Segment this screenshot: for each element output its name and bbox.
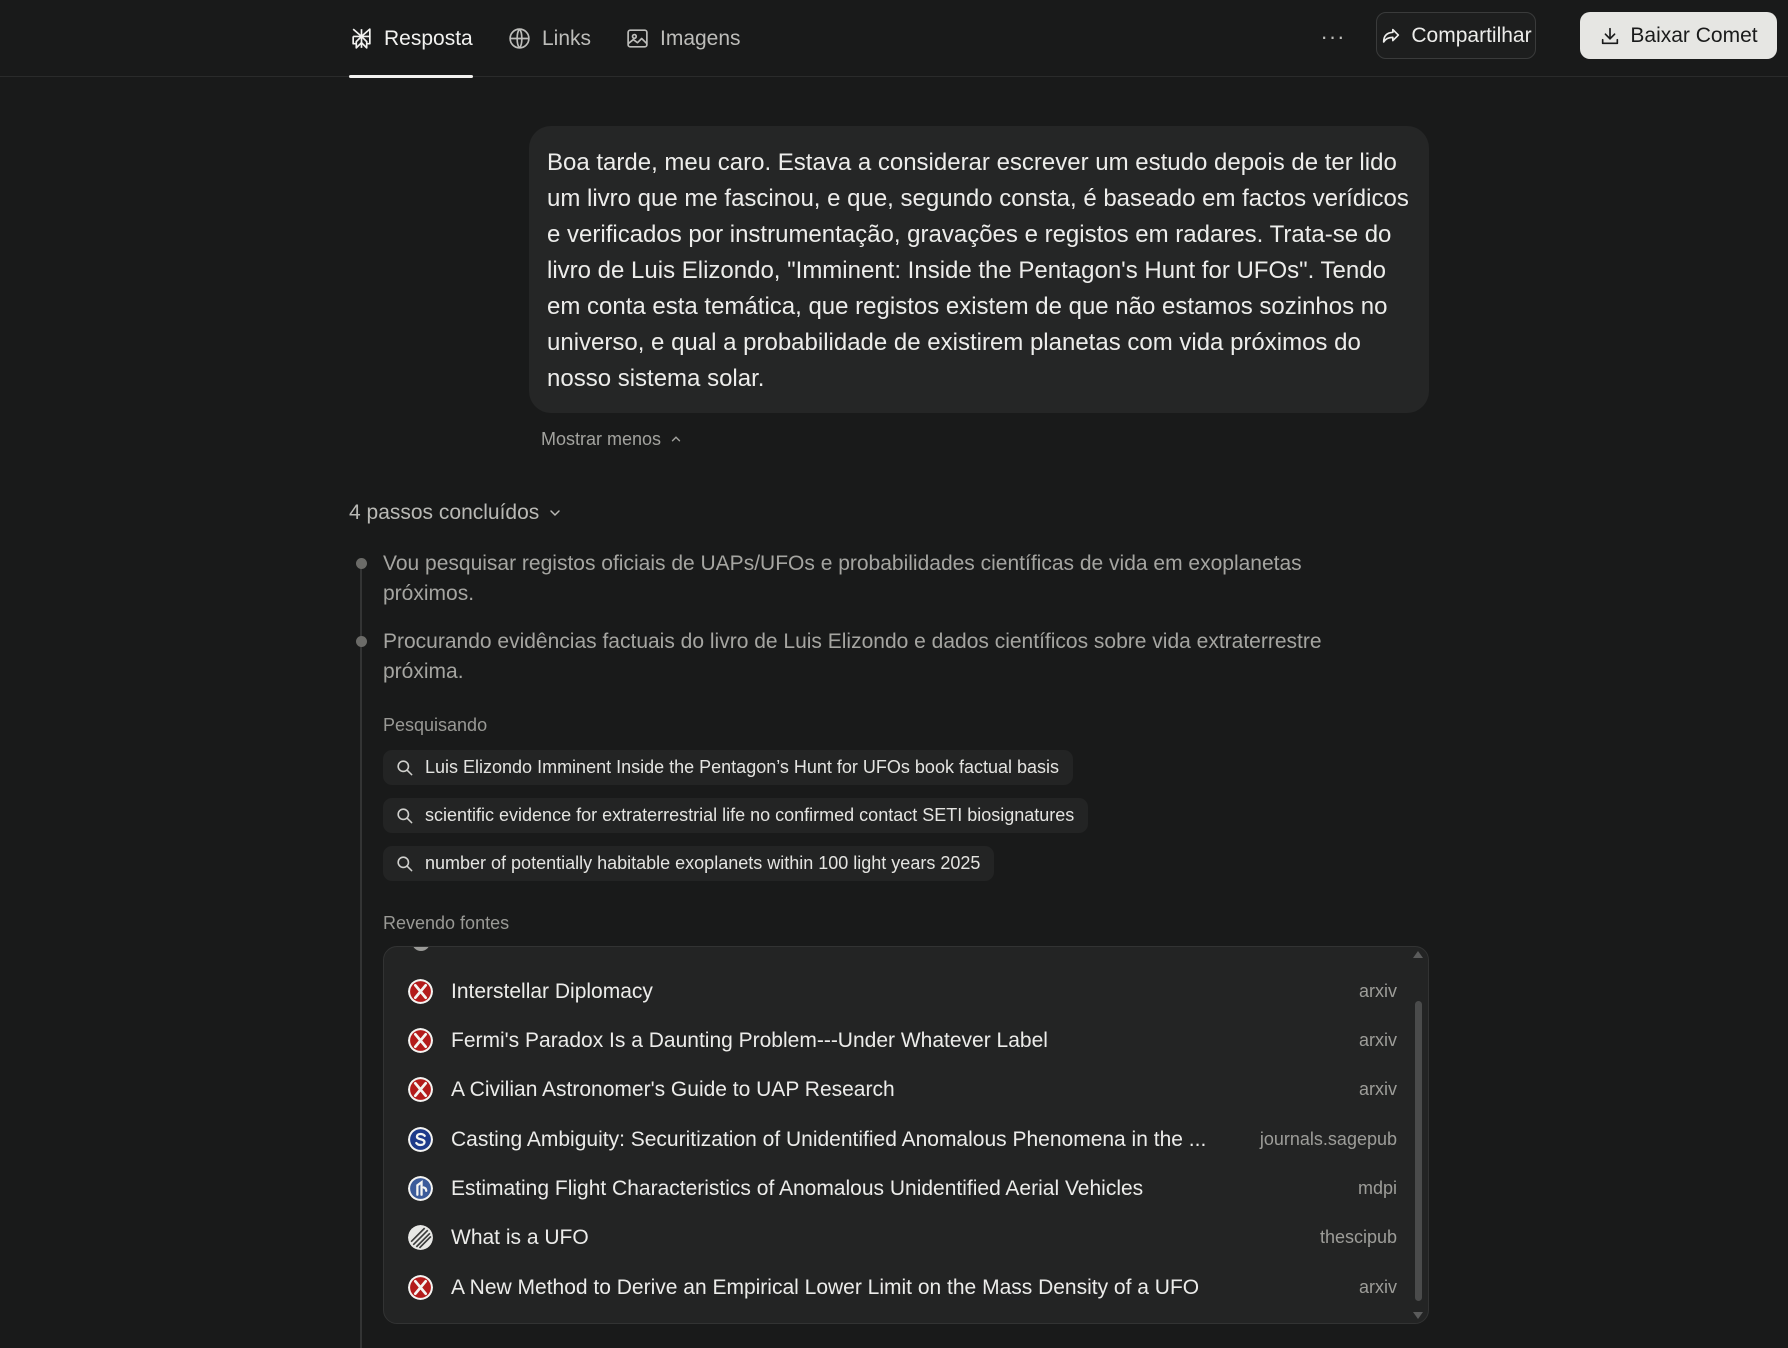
source-domain: arxiv xyxy=(1358,1030,1397,1050)
globe-icon xyxy=(507,26,532,51)
step-item: Procurando evidências factuais do livro de Luis Elizondo e dados científicos sobre vida extraterrestre próxima. xyxy=(383,630,1322,683)
search-query-chip[interactable] xyxy=(383,798,1088,833)
more-options-button[interactable] xyxy=(1316,20,1350,54)
user-query-bubble xyxy=(529,126,1429,413)
sources-list[interactable] xyxy=(383,946,1429,1324)
tab-imagens[interactable] xyxy=(625,0,741,77)
search-query-text: Luis Elizondo Imminent Inside the Pentagon’s Hunt for UFOs book factual basis xyxy=(425,757,1060,777)
source-title: Fermi's Paradox Is a Daunting Problem---Under Whatever Label xyxy=(451,1028,1048,1052)
tab-links[interactable] xyxy=(507,0,591,77)
search-icon xyxy=(395,854,414,873)
top-bar xyxy=(0,0,1788,77)
scroll-up-arrow[interactable] xyxy=(1413,951,1423,958)
source-row[interactable] xyxy=(384,967,1429,1016)
search-icon xyxy=(395,806,414,825)
chevron-down-icon xyxy=(547,505,563,521)
thescipub-icon xyxy=(408,1225,433,1250)
timeline-line xyxy=(360,563,362,1348)
download-icon xyxy=(1599,25,1621,47)
source-domain: journals.sagepub xyxy=(1259,1129,1397,1149)
step-item: Vou pesquisar registos oficiais de UAPs/UFOs e probabilidades científicas de vida em exoplanetas próximos. xyxy=(383,552,1302,605)
image-icon xyxy=(625,26,650,51)
source-row[interactable] xyxy=(384,1016,1429,1065)
partial-source-row xyxy=(412,946,742,953)
search-query-text: scientific evidence for extraterrestrial life no confirmed contact SETI biosignatures xyxy=(425,805,1075,825)
search-query-chip[interactable] xyxy=(383,846,994,881)
download-comet-button[interactable] xyxy=(1580,12,1777,59)
source-domain: arxiv xyxy=(1358,1079,1397,1099)
mdpi-icon xyxy=(408,1176,433,1201)
source-title: Casting Ambiguity: Securitization of Unidentified Anomalous Phenomena in the ... xyxy=(451,1127,1207,1151)
share-icon xyxy=(1380,25,1402,47)
source-title: A New Method to Derive an Empirical Lower Limit on the Mass Density of a UFO xyxy=(451,1275,1200,1299)
chevron-up-icon xyxy=(669,432,683,446)
source-domain: arxiv xyxy=(1358,1277,1397,1297)
arxiv-icon xyxy=(408,1077,433,1102)
searching-label: Pesquisando xyxy=(383,715,488,735)
user-query-text: Boa tarde, meu caro. Estava a considerar escrever um estudo depois de ter lido um livro que me fascinou, e que, segundo consta, é baseado em factos verídicos e verificados por instrumentação, gravações e registos em radares. Trata-se do livro de Luis Elizondo, "Imminent: Inside the Pentagon's Hunt for UFOs". Tendo em conta esta temática, que registos existem de que não estamos sozinhos no universo, e qual a probabilidade de existirem planetas com vida próximos do nosso sistema solar. xyxy=(547,149,1409,392)
perplexity-icon xyxy=(349,26,374,51)
source-row[interactable] xyxy=(384,1115,1429,1164)
arxiv-icon xyxy=(408,1028,433,1053)
search-query-chip[interactable] xyxy=(383,750,1073,785)
partial-source-title xyxy=(457,946,737,947)
show-less-button[interactable] xyxy=(541,424,683,454)
source-domain: thescipub xyxy=(1319,1227,1397,1247)
source-domain: arxiv xyxy=(1358,981,1397,1001)
more-icon: ··· xyxy=(1320,24,1346,49)
source-domain: mdpi xyxy=(1357,1178,1397,1198)
steps-completed-toggle[interactable] xyxy=(349,496,563,530)
show-less-label: Mostrar menos xyxy=(541,428,662,449)
steps-header-label: 4 passos concluídos xyxy=(349,501,540,524)
scroll-down-arrow[interactable] xyxy=(1413,1312,1423,1319)
sagepub-icon xyxy=(408,1127,433,1152)
tab-resposta[interactable] xyxy=(349,0,473,77)
download-label: Baixar Comet xyxy=(1630,23,1758,47)
source-row[interactable] xyxy=(384,1065,1429,1114)
timeline-dot xyxy=(356,636,367,647)
tab-imagens-label: Imagens xyxy=(660,26,741,50)
source-row[interactable] xyxy=(384,1164,1429,1213)
arxiv-icon xyxy=(408,979,433,1004)
reviewing-sources-label: Revendo fontes xyxy=(383,913,510,933)
source-row[interactable] xyxy=(384,1263,1429,1312)
share-button[interactable] xyxy=(1376,12,1536,59)
tab-resposta-label: Resposta xyxy=(384,26,473,50)
tab-links-label: Links xyxy=(542,26,592,50)
source-title: What is a UFO xyxy=(451,1225,589,1249)
source-row[interactable] xyxy=(384,1213,1429,1262)
search-icon xyxy=(395,758,414,777)
source-favicon xyxy=(412,946,430,951)
source-title: Estimating Flight Characteristics of Anomalous Unidentified Aerial Vehicles xyxy=(451,1176,1144,1200)
source-title: Interstellar Diplomacy xyxy=(451,979,653,1003)
share-label: Compartilhar xyxy=(1411,23,1532,47)
sources-scrollbar[interactable] xyxy=(1415,1001,1422,1301)
source-title: A Civilian Astronomer's Guide to UAP Research xyxy=(451,1077,895,1101)
timeline-dot xyxy=(356,558,367,569)
search-query-text: number of potentially habitable exoplanets within 100 light years 2025 xyxy=(425,853,981,873)
arxiv-icon xyxy=(408,1275,433,1300)
